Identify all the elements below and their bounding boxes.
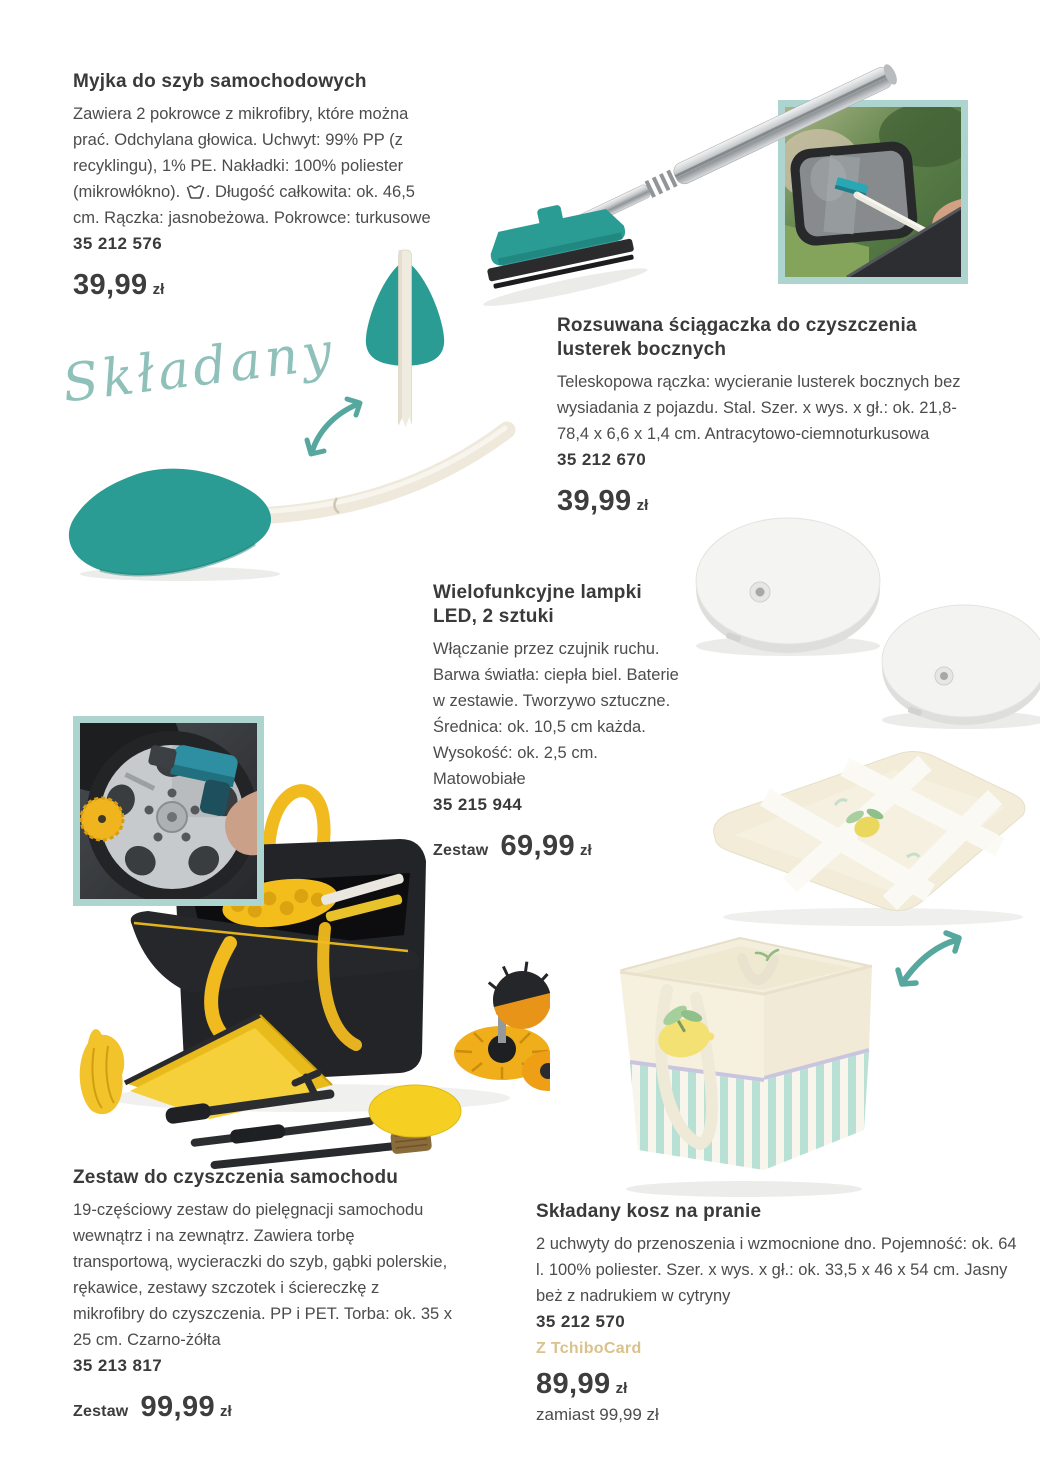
product-title: Myjka do szyb samochodowych [73,71,367,92]
handwritten-highlight-label: Składany [59,321,339,415]
product-block-car-cleaning-set [73,1166,453,1424]
article-number: 35 212 570 [536,1312,626,1331]
telescopic-squeegee-image [425,52,970,317]
article-number: 35 212 670 [557,450,647,469]
laundry-basket-image [592,898,902,1198]
price: Zestaw 69,99 zł [433,830,592,862]
led-lamps-image [688,512,1040,732]
product-title: Wielofunkcyjne lampki LED, 2 sztuki [433,582,642,627]
product-description: 2 uchwyty do przenoszenia i wzmocnione dno. Pojemność: ok. 64 l. 100% poliester. Szer. x wys. x gł.: ok. 33,5 x 46 x 54 cm. Jasny beż z nadrukiem w cytryny [536,1235,1017,1305]
wash-care-icon [186,183,205,199]
product-block-led-lamps [433,581,685,863]
product-description: Włączanie przez czujnik ruchu. Barwa światła: ciepła biel. Baterie w zestawie. Tworzywo sztuczne. Średnica: ok. 10,5 cm każda. Wysokość: ok. 2,5 cm. Matowobiałe [433,640,679,788]
article-number: 35 213 817 [73,1356,163,1375]
product-description: Teleskopowa rączka: wycieranie lusterek bocznych bez wysiadania z pojazdu. Stal. Szer. x wys. x gł.: ok. 21,8-78,4 x 6,6 x 1,4 cm. Antracytowo-ciemnoturkusowa [557,373,961,443]
product-description: Zawiera 2 pokrowce z mikrofibry, które można prać. Odchylana głowica. Uchwyt: 99% PP (z recyklingu), 1% PE. Nakładki: 100% poliester (mikrowłókno). . Długość całkowita: ok. 46,5 cm. Rączka: jasnobeżowa. Pokrowce: turkusowe [73,105,431,227]
price: 89,99 zł [536,1368,628,1400]
price: 39,99 zł [557,485,649,517]
product-description: 19-częściowy zestaw do pielęgnacji samochodu wewnątrz i na zewnątrz. Zawiera torbę transportową, wycieraczki do szyb, gąbki polerskie, rękawice, zestawy szczotek i ściereczkę z mikrofibry do czyszczenia. PP i PET. Torba: ok. 35 x 25 cm. Czarno-żółta [73,1201,453,1349]
article-number: 35 215 944 [433,795,523,814]
product-block-laundry-basket [536,1200,1021,1425]
old-price: zamiast 99,99 zł [536,1405,659,1424]
wheel-cleaning-photo-inset [73,716,264,906]
product-title: Zestaw do czyszczenia samochodu [73,1167,399,1188]
window-mop-extended-image [55,398,525,583]
unfold-arrow-icon [893,928,965,990]
tchibocard-badge: Z TchiboCard [536,1340,642,1357]
article-number: 35 212 576 [73,234,163,253]
price: 39,99 zł [73,269,165,301]
product-title: Składany kosz na pranie [536,1201,762,1222]
wheel-photo [80,723,257,899]
product-title: Rozsuwana ściągaczka do czyszczenia lusterek bocznych [557,315,917,360]
product-block-mirror-squeegee [557,314,962,518]
product-block-window-washer [73,70,433,302]
price: Zestaw 99,99 zł [73,1391,232,1423]
